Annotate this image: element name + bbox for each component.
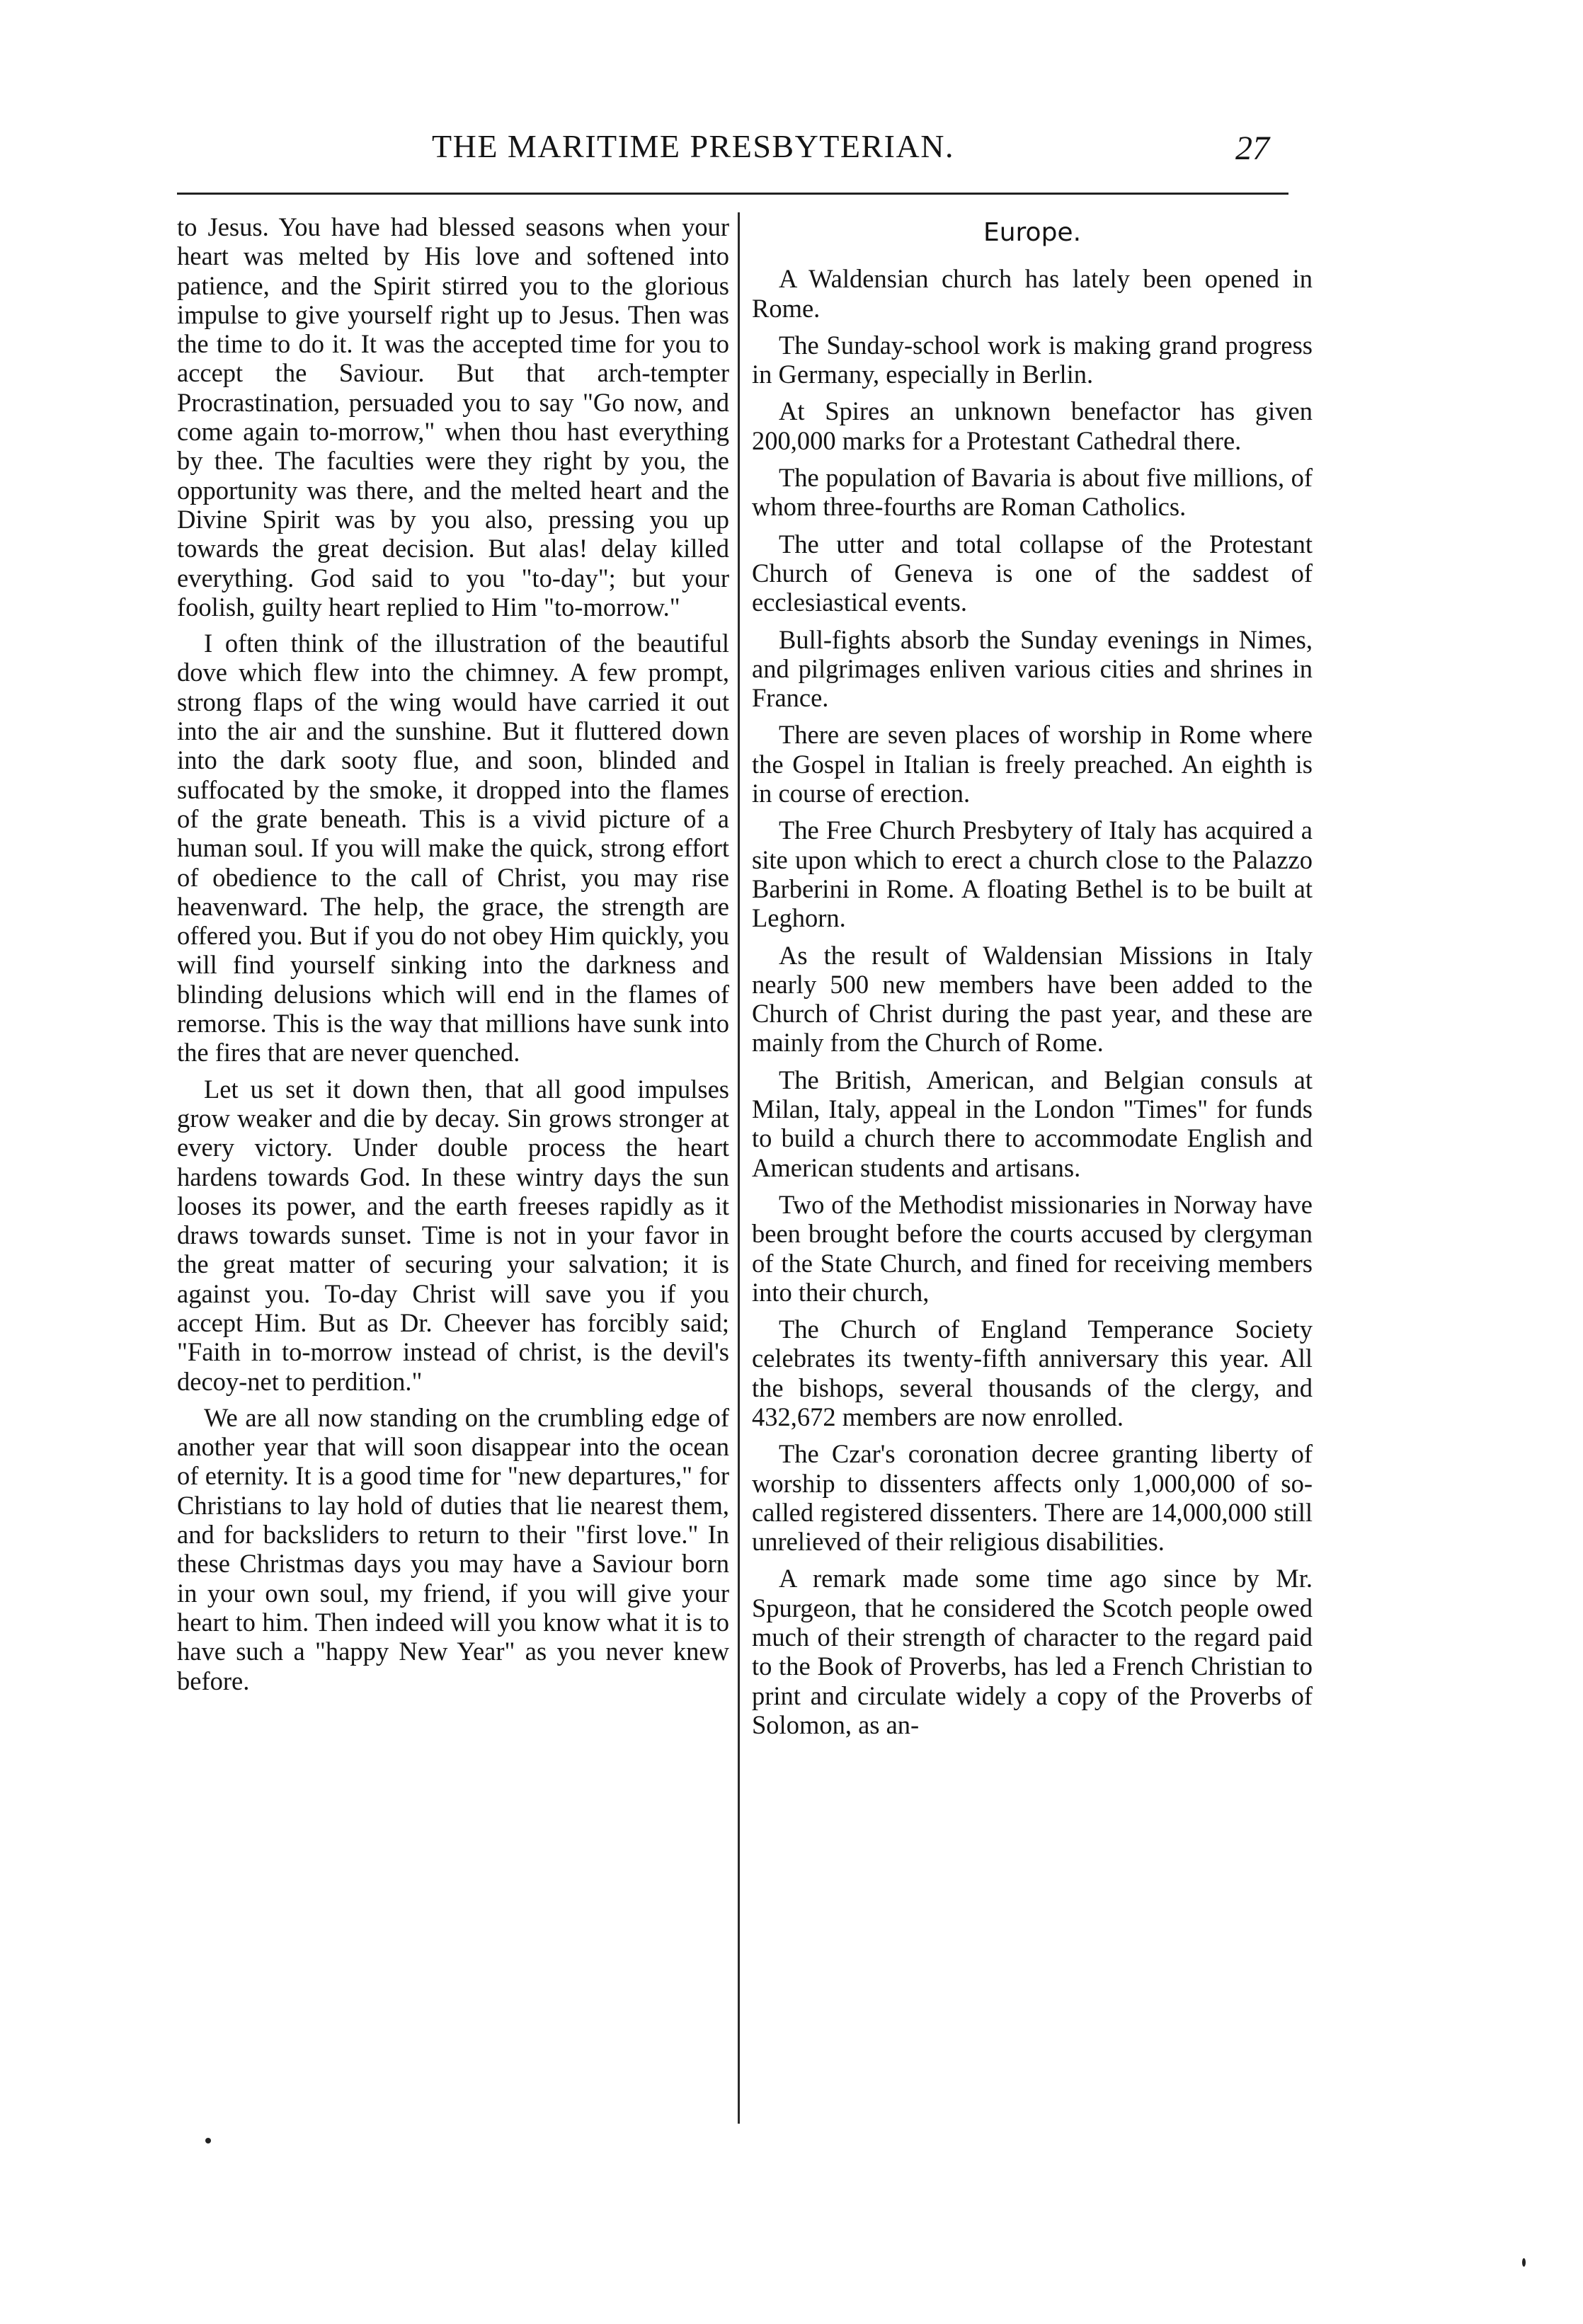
paragraph: Let us set it down then, that all good impulses grow weaker and die by decay. Sin grows stronger at every victory. Under double process the heart hardens towards God. In these wintry days the sun looses its power, and the earth freeses rapidly as it draws towards sunset. Time is not in your favor in the great matter of securing your salvation; it is against you. To-day Christ will save you if you accept Him. But as Dr. Cheever has forcibly said; "Faith in to-morrow instead of christ, is the devil's decoy-net to perdition." (177, 1074, 729, 1396)
news-item: At Spires an unknown benefactor has given 200,000 marks for a Protestant Cathedral there. (752, 396, 1313, 455)
news-item: There are seven places of worship in Rome where the Gospel in Italian is freely preached. An eighth is in course of erection. (752, 720, 1313, 808)
print-speck (205, 2138, 211, 2143)
news-item: The Czar's coronation decree granting liberty of worship to dissenters affects only 1,000,000 of so-called registered dissenters. There are 14,000,000 still unrelieved of their religious disabilities. (752, 1439, 1313, 1557)
right-column (752, 212, 1313, 1747)
header-rule (177, 193, 1288, 195)
page-header (177, 127, 1288, 165)
news-item: As the result of Waldensian Missions in Italy nearly 500 new members have been added to the Church of Christ during the past year, and these are mainly from the Church of Rome. (752, 940, 1313, 1058)
news-item: The Sunday-school work is making grand progress in Germany, especially in Berlin. (752, 330, 1313, 389)
news-item: The Free Church Presbytery of Italy has acquired a site upon which to erect a church close to the Palazzo Barberini in Rome. A floating Bethel is to be built at Leghorn. (752, 815, 1313, 933)
paragraph: I often think of the illustration of the beautiful dove which flew into the chimney. A few prompt, strong flaps of the wing would have carried it out into the air and the sunshine. But it fluttered down into the dark sooty flue, and soon, blinded and suffocated by the smoke, it dropped into the flames of the grate beneath. This is a vivid picture of a human soul. If you will make the quick, strong effort of obedience to the call of Christ, you may rise heavenward. The help, the grace, the strength are offered you. But if you do not obey Him quickly, you will find yourself sinking into the darkness and blinding delusions which will end in the flames of remorse. This is the way that millions have sunk into the fires that are never quenched. (177, 629, 729, 1067)
section-heading: Europe. (983, 218, 1082, 247)
news-item: Two of the Methodist missionaries in Norway have been brought before the courts accused by clergyman of the State Church, and fined for receiving members into their church, (752, 1189, 1313, 1307)
paragraph: to Jesus. You have had blessed seasons when your heart was melted by His love and softened into patience, and the Spirit stirred you to the glorious impulse to give yourself right up to Jesus. Then was the time to do it. It was the accepted time for you to accept the Saviour. But that arch-tempter Procrastination, persuaded you to say "Go now, and come again to-morrow," when thou hast everything by thee. The faculties were they right by you, the opportunity was there, and the melted heart and the Divine Spirit was by you also, pressing you up towards the great decision. But alas! delay killed everything. God said to you "to-day"; but your foolish, guilty heart replied to Him "to-morrow." (177, 212, 729, 622)
print-speck (1522, 2258, 1526, 2267)
news-item: A Waldensian church has lately been opened in Rome. (752, 264, 1313, 323)
left-column (177, 212, 729, 1702)
news-item: The utter and total collapse of the Protestant Church of Geneva is one of the saddest of ecclesiastical events. (752, 529, 1313, 617)
news-item: Bull-fights absorb the Sunday evenings in Nimes, and pilgrimages enliven various cities and shrines in France. (752, 624, 1313, 713)
paragraph: We are all now standing on the crumbling edge of another year that will soon disappear into the ocean of eternity. It is a good time for "new departures," for Christians to lay hold of duties that lie nearest them, and for backsliders to return to their "first love." In these Christmas days you may have a Saviour born in your own soul, my friend, if you will give your heart to him. Then indeed will you know what it is to have such a "happy New Year" as you never knew before. (177, 1402, 729, 1695)
column-divider (738, 212, 740, 2124)
news-item: The British, American, and Belgian consuls at Milan, Italy, appeal in the London "Times" for funds to build a church there to accommodate English and American students and artisans. (752, 1065, 1313, 1182)
page-number: 27 (1235, 130, 1269, 167)
news-item: The population of Bavaria is about five millions, of whom three-fourths are Roman Catholics. (752, 463, 1313, 522)
journal-title: THE MARITIME PRESBYTERIAN. (432, 128, 954, 164)
news-item: The Church of England Temperance Society celebrates its twenty-fifth anniversary this year. All the bishops, several thousands of the clergy, and 432,672 members are now enrolled. (752, 1315, 1313, 1431)
news-item: A remark made some time ago since by Mr. Spurgeon, that he considered the Scotch people owed much of their strength of character to the regard paid to the Book of Proverbs, has led a French Christian to print and circulate widely a copy of the Proverbs of Solomon, as an- (752, 1564, 1313, 1739)
